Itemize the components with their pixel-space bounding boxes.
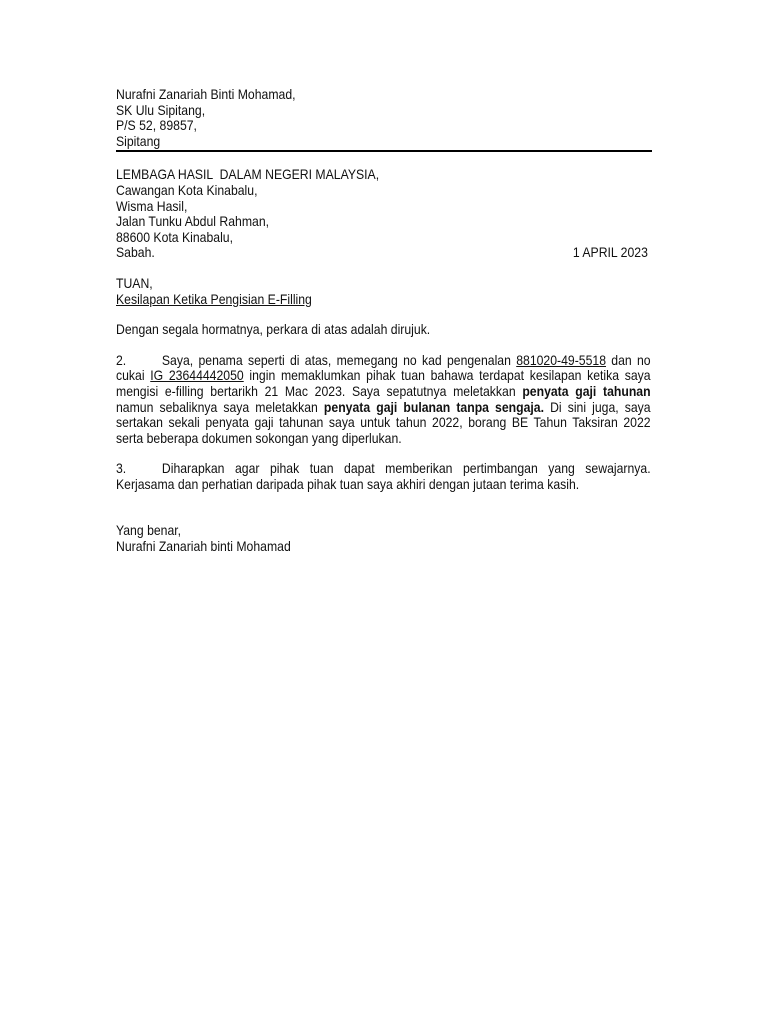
- paragraph-3: [116, 461, 651, 492]
- recipient-branch: Cawangan Kota Kinabalu,: [116, 182, 258, 198]
- sender-name: Nurafni Zanariah Binti Mohamad,: [116, 87, 296, 102]
- recipient-building: Wisma Hasil,: [116, 198, 188, 214]
- paragraph-2-number: 2.: [116, 352, 127, 368]
- tax-number: IG 23644442050: [150, 368, 244, 384]
- recipient-postcode-city: 88600 Kota Kinabalu,: [116, 229, 234, 245]
- recipient-street: Jalan Tunku Abdul Rahman,: [116, 214, 270, 230]
- signatory-name: Nurafni Zanariah binti Mohamad: [116, 539, 291, 555]
- salutation-block: [116, 276, 651, 307]
- letter-date: 1 APRIL 2023: [572, 245, 648, 261]
- paragraph-2-text-1: Saya, penama seperti di atas, memegang no kad pengenalan: [161, 352, 517, 368]
- sender-town: Sipitang: [116, 133, 161, 149]
- ic-number: 881020-49-5518: [516, 352, 607, 368]
- paragraph-2: [116, 353, 651, 447]
- paragraph-2-text-4: namun sebaliknya saya meletakkan: [116, 399, 324, 415]
- paragraph-2-text-2: dan no cukai: [116, 352, 651, 384]
- valediction: Yang benar,: [116, 523, 182, 539]
- recipient-org: LEMBAGA HASIL DALAM NEGERI MALAYSIA,: [116, 167, 380, 183]
- recipient-address-block: [116, 167, 651, 261]
- paragraph-2-text-3: ingin memaklumkan pihak tuan bahawa terdapat kesilapan ketika saya mengisi e-filling bertarikh 21 Mac 2023. Saya sepatutnya meletakkan: [116, 368, 651, 399]
- sender-address-block: [116, 87, 651, 150]
- opening-paragraph: [116, 322, 651, 338]
- opening-text: Dengan segala hormatnya, perkara di atas adalah dirujuk.: [116, 322, 431, 338]
- subject-line: Kesilapan Ketika Pengisian E-Filling: [116, 291, 312, 307]
- paragraph-2-bold-annual: penyata gaji tahunan: [522, 383, 651, 399]
- sender-school: SK Ulu Sipitang,: [116, 102, 206, 118]
- paragraph-3-number: 3.: [116, 461, 127, 477]
- paragraph-3-text: Diharapkan agar pihak tuan dapat memberikan pertimbangan yang sewajarnya. Kerjasama dan perhatian daripada pihak tuan saya akhiri dengan jutaan terima kasih.: [116, 461, 651, 492]
- paragraph-2-text-5: Di sini juga, saya sertakan sekali penyata gaji tahunan saya untuk tahun 2022, borang BE Tahun Taksiran 2022 serta beberapa dokumen sokongan yang diperlukan.: [116, 399, 651, 446]
- sender-postbox: P/S 52, 89857,: [116, 118, 197, 134]
- recipient-state: Sabah.: [116, 245, 155, 261]
- letter-page: [116, 87, 651, 555]
- salutation: TUAN,: [116, 275, 153, 291]
- state-date-row: [116, 245, 651, 261]
- paragraph-2-bold-monthly: penyata gaji bulanan tanpa sengaja.: [323, 399, 545, 415]
- closing-block: [116, 523, 651, 554]
